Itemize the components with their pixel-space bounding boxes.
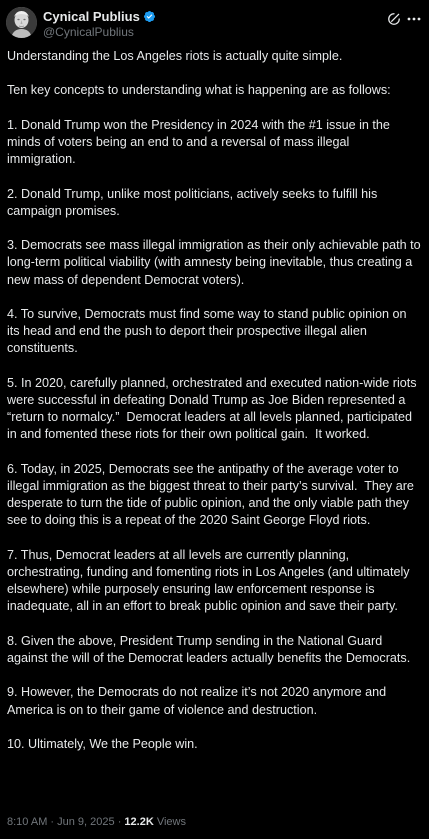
post-paragraph: 9. However, the Democrats do not realize it’s not 2020 anymore and America is on to their game of violence and destruction. — [7, 685, 390, 717]
post-body — [7, 48, 425, 753]
views-label: Views — [153, 816, 186, 828]
post-paragraph: 4. To survive, Democrats must find some way to stand public opinion on its head and end the push to deport their prospective illegal alien constituents. — [7, 306, 410, 356]
author-display-name[interactable]: Cynical Publius — [43, 8, 140, 24]
post-paragraph: 7. Thus, Democrat leaders at all levels are currently planning, orchestrating, funding and fomenting riots in Los Angeles (and ultimately elsewhere) while purposely ensuring law enforcement response is inadequate, all in an effort to break public opinion and save their party. — [7, 547, 414, 614]
post-paragraph: 5. In 2020, carefully planned, orchestrated and executed nation-wide riots were successful in defeating Donald Trump as Joe Biden represented a “return to normalcy.” Democrat leaders at all levels planned, participated in and fomented these riots for their own political gain. It worked. — [7, 375, 421, 442]
more-dots-icon — [407, 11, 421, 27]
post-paragraph: 1. Donald Trump won the Presidency in 2024 with the #1 issue in the minds of voters being an end to and a reversal of mass illegal immigration. — [7, 117, 394, 167]
post-paragraph: Ten key concepts to understanding what is happening are as follows: — [7, 83, 391, 98]
post-time[interactable]: 8:10 AM — [7, 816, 48, 828]
post-paragraph: 2. Donald Trump, unlike most politicians, actively seeks to fulfill his campaign promises. — [7, 186, 381, 218]
avatar-bust-icon — [6, 7, 37, 38]
post-paragraph: 3. Democrats see mass illegal immigration as their only achievable path to long-term political viability (with amnesty being inevitable, thus creating a new mass of dependent Democrat voters). — [7, 238, 425, 287]
meta-separator: · — [47, 816, 58, 828]
post-paragraph: 6. Today, in 2025, Democrats see the antipathy of the average voter to illegal immigration as the biggest threat to their party’s survival. They are desperate to turn the tide of public opinion, and the only viable path they see to doing this is a repeat of the 2020 Saint George Floyd riots. — [7, 461, 418, 528]
post-date[interactable]: Jun 9, 2025 — [57, 816, 115, 828]
verified-badge-icon — [143, 10, 156, 23]
post-paragraph: Understanding the Los Angeles riots is actually quite simple. — [7, 49, 343, 63]
meta-separator: · — [114, 816, 125, 828]
post-paragraph: 8. Given the above, President Trump sending in the National Guard against the will of the Democrat leaders actually benefits the Democrats. — [7, 633, 411, 665]
more-icon[interactable] — [407, 11, 421, 27]
post-paragraph: 10. Ultimately, We the People win. — [7, 736, 198, 751]
post-header — [6, 7, 423, 41]
post-meta — [7, 816, 186, 828]
author-info — [43, 8, 156, 39]
grok-icon[interactable] — [387, 12, 401, 26]
author-handle[interactable]: @CynicalPublius — [43, 25, 134, 39]
views-count[interactable]: 12.2K — [124, 816, 154, 828]
display-name-row — [43, 8, 156, 24]
avatar[interactable] — [6, 7, 37, 38]
